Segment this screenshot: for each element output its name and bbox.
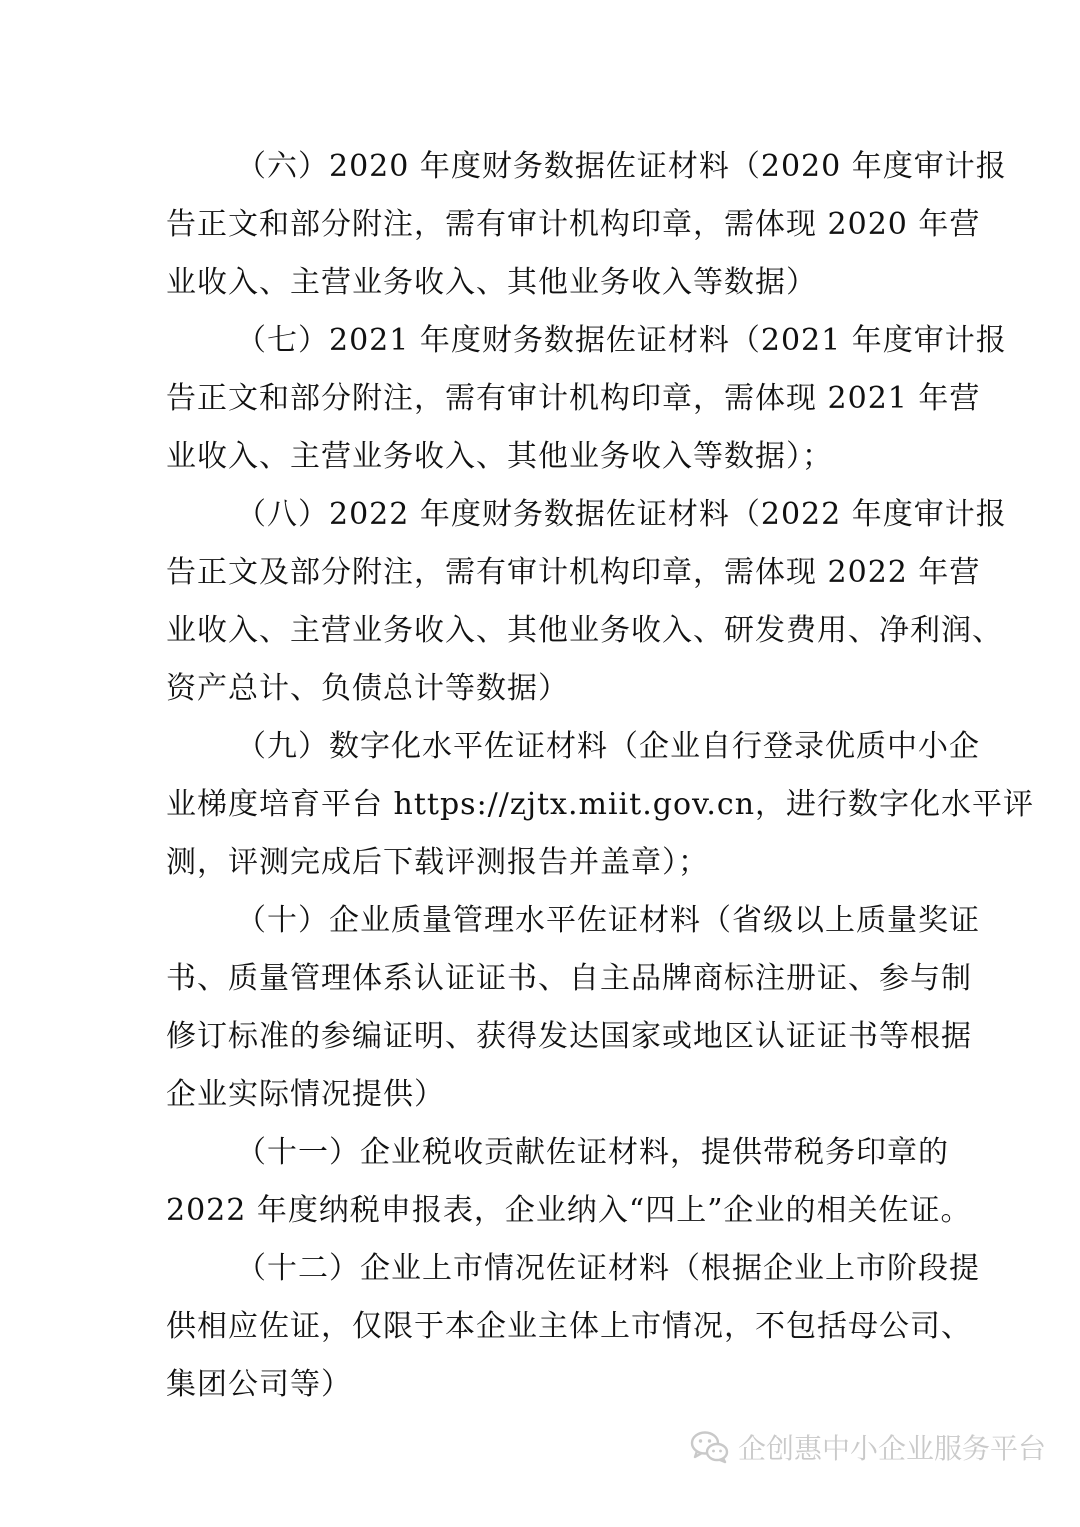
text-line: （十）企业质量管理水平佐证材料（省级以上质量奖证	[236, 903, 980, 938]
paragraph-11	[166, 1124, 972, 1240]
text-line: 告正文和部分附注，需有审计机构印章，需体现 2021 年营	[166, 381, 981, 416]
text-line: 测，评测完成后下载评测报告并盖章）；	[166, 845, 709, 880]
text-line: 2022 年度纳税申报表，企业纳入“四上”企业的相关佐证。	[166, 1193, 972, 1228]
document-body	[166, 138, 1035, 1414]
paragraph-12	[166, 1240, 980, 1414]
text-line: 业收入、主营业务收入、其他业务收入等数据）；	[166, 439, 833, 474]
text-line: （六）2020 年度财务数据佐证材料（2020 年度审计报	[236, 149, 1007, 184]
paragraph-6	[166, 138, 1007, 312]
watermark	[690, 1424, 1046, 1470]
text-line: 告正文和部分附注，需有审计机构印章，需体现 2020 年营	[166, 207, 981, 242]
text-line: （十二）企业上市情况佐证材料（根据企业上市阶段提	[236, 1251, 980, 1286]
text-line: 供相应佐证，仅限于本企业主体上市情况，不包括母公司、	[166, 1309, 972, 1344]
text-line: （八）2022 年度财务数据佐证材料（2022 年度审计报	[236, 497, 1007, 532]
paragraph-10	[166, 892, 980, 1124]
watermark-text: 企创惠中小企业服务平台	[737, 1432, 1046, 1465]
text-line: 集团公司等）	[166, 1367, 352, 1402]
text-line: 资产总计、负债总计等数据）	[166, 671, 569, 706]
text-line: 修订标准的参编证明、获得发达国家或地区认证证书等根据	[166, 1019, 972, 1054]
paragraph-9	[166, 718, 1035, 892]
text-line: 告正文及部分附注，需有审计机构印章，需体现 2022 年营	[166, 555, 981, 590]
paragraph-7	[166, 312, 1007, 486]
text-line: 企业实际情况提供）	[166, 1077, 445, 1112]
text-line: （九）数字化水平佐证材料（企业自行登录优质中小企	[236, 729, 980, 764]
text-line: 业收入、主营业务收入、其他业务收入、研发费用、净利润、	[166, 613, 1003, 648]
text-line: （十一）企业税收贡献佐证材料，提供带税务印章的	[236, 1135, 949, 1170]
paragraph-8	[166, 486, 1007, 718]
text-line: 书、质量管理体系认证证书、自主品牌商标注册证、参与制	[166, 961, 972, 996]
text-line: 业梯度培育平台 https://zjtx.miit.gov.cn，进行数字化水平评	[166, 787, 1035, 822]
text-line: （七）2021 年度财务数据佐证材料（2021 年度审计报	[236, 323, 1007, 358]
wechat-icon	[690, 1430, 730, 1464]
text-line: 业收入、主营业务收入、其他业务收入等数据）	[166, 265, 817, 300]
